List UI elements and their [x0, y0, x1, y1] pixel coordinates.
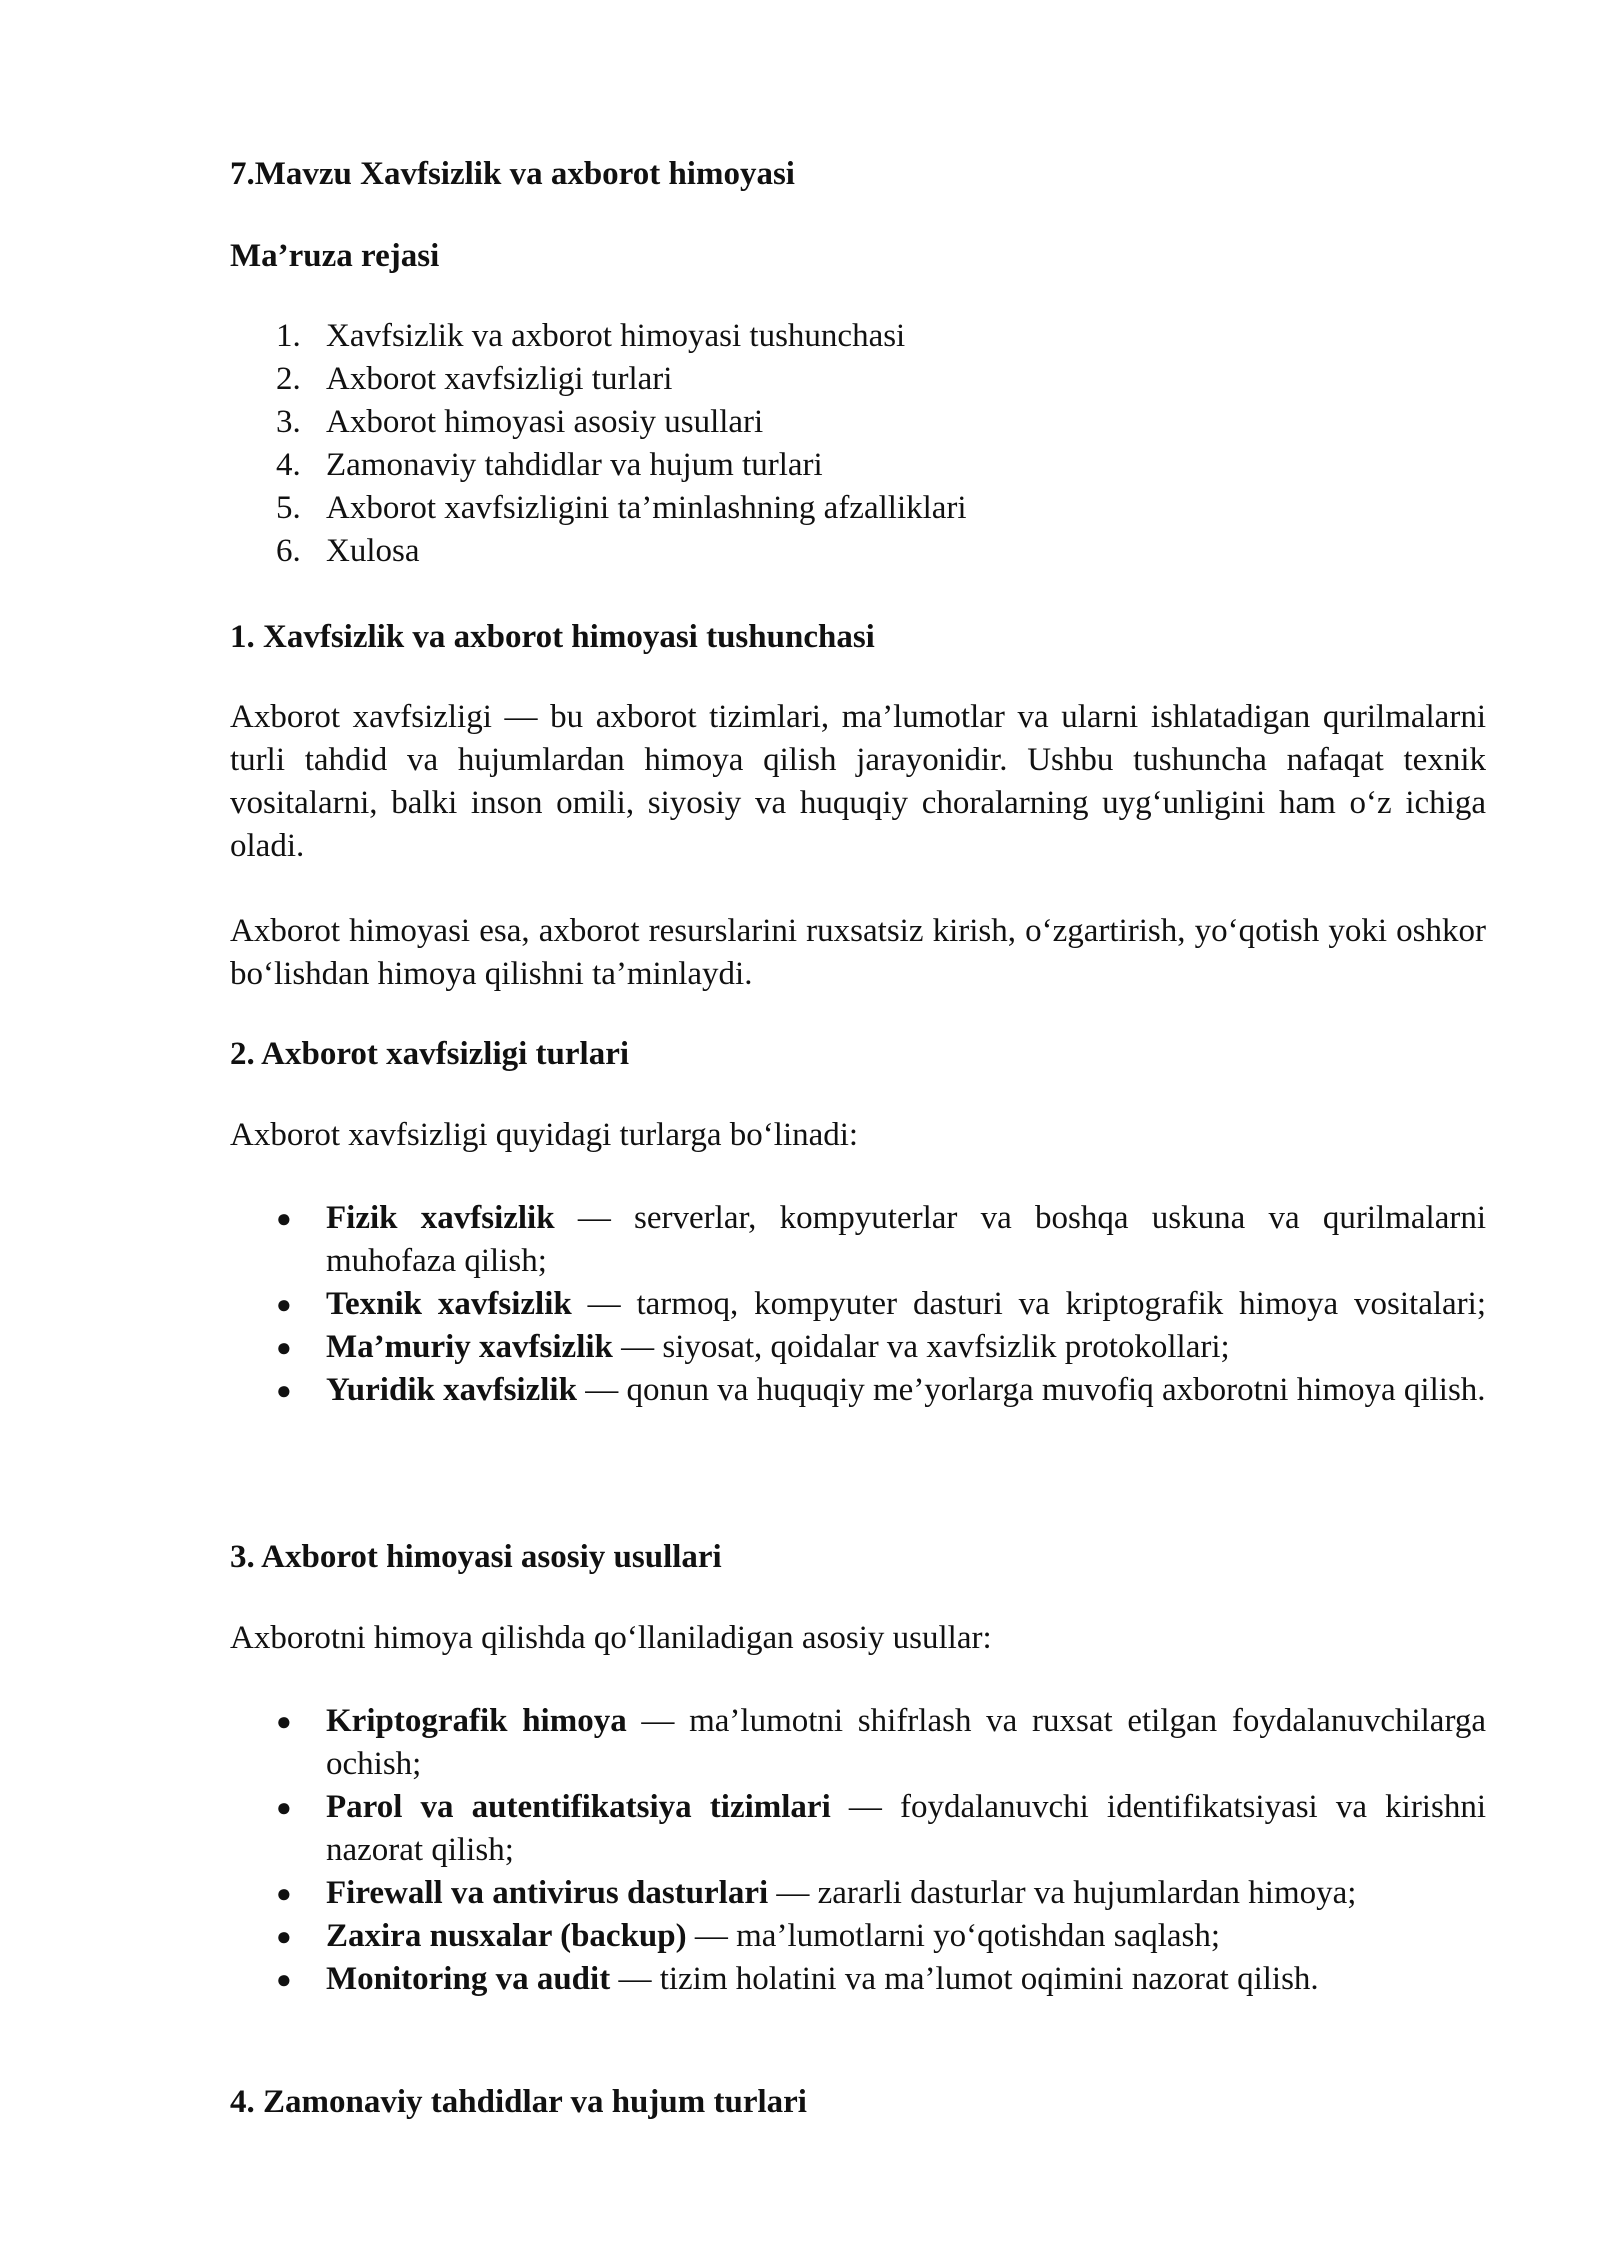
- security-types-list: [230, 1197, 1486, 1412]
- bullet-icon: ●: [276, 1204, 292, 1233]
- plan-item-text: Axborot xavfsizligi turlari: [326, 361, 673, 397]
- item-description: — foydalanuvchi identifikatsiyasi va kirishni nazorat qilish;: [326, 1789, 1486, 1868]
- plan-item-text: Axborot xavfsizligini ta’minlashning afzalliklari: [326, 490, 967, 526]
- item-description: — serverlar, kompyuterlar va boshqa uskuna va qurilmalarni muhofaza qilish;: [326, 1200, 1486, 1279]
- plan-item: [230, 530, 967, 573]
- item-term: Kriptografik himoya: [326, 1703, 627, 1739]
- list-item: [230, 1915, 1486, 1958]
- list-item: [230, 1958, 1486, 2001]
- plan-item-number: 4.: [276, 447, 301, 483]
- bullet-icon: ●: [276, 1793, 292, 1822]
- plan-item-number: 6.: [276, 533, 301, 569]
- section-2-heading: 2. Axborot xavfsizligi turlari: [230, 1036, 630, 1072]
- item-description: — zararli dasturlar va hujumlardan himoya;: [768, 1875, 1357, 1911]
- plan-item: [230, 487, 967, 530]
- section-4-heading: 4. Zamonaviy tahdidlar va hujum turlari: [230, 2084, 807, 2120]
- list-item: [230, 1700, 1486, 1786]
- plan-item-text: Zamonaviy tahdidlar va hujum turlari: [326, 447, 823, 483]
- item-term: Zaxira nusxalar (backup): [326, 1918, 687, 1954]
- item-description: — ma’lumotni shifrlash va ruxsat etilgan foydalanuvchilarga ochish;: [326, 1703, 1486, 1782]
- bullet-icon: ●: [276, 1376, 292, 1405]
- section-3-intro: Axborotni himoya qilishda qo‘llaniladigan asosiy usullar:: [230, 1620, 992, 1656]
- item-term: Texnik xavfsizlik: [326, 1286, 572, 1322]
- list-item: [230, 1786, 1486, 1872]
- bullet-icon: ●: [276, 1290, 292, 1319]
- plan-item-text: Axborot himoyasi asosiy usullari: [326, 404, 764, 440]
- list-item: [230, 1872, 1486, 1915]
- protection-methods-list: [230, 1700, 1486, 2001]
- item-term: Monitoring va audit: [326, 1961, 611, 1997]
- plan-item-number: 1.: [276, 318, 301, 354]
- section-1-paragraph-1: Axborot xavfsizligi — bu axborot tizimlari, ma’lumotlar va ularni ishlatadigan qurilmalarni turli tahdid va hujumlardan himoya qilish jarayonidir. Ushbu tushuncha nafaqat texnik vositalarni, balki inson omili, siyosiy va huquqiy choralarning uyg‘unligini ham o‘z ichiga oladi.: [230, 699, 1486, 864]
- item-description: — qonun va huquqiy me’yorlarga muvofiq axborotni himoya qilish.: [576, 1372, 1486, 1408]
- plan-item: [230, 315, 967, 358]
- plan-heading: Ma’ruza rejasi: [230, 238, 440, 274]
- item-term: Fizik xavfsizlik: [326, 1200, 555, 1236]
- item-term: Ma’muriy xavfsizlik: [326, 1329, 613, 1365]
- plan-item: [230, 401, 967, 444]
- plan-item-number: 2.: [276, 361, 301, 397]
- document-title: 7.Mavzu Xavfsizlik va axborot himoyasi: [230, 156, 795, 192]
- plan-item: [230, 358, 967, 401]
- plan-item-number: 3.: [276, 404, 301, 440]
- plan-item-text: Xavfsizlik va axborot himoyasi tushunchasi: [326, 318, 906, 354]
- list-item: [230, 1326, 1486, 1369]
- item-description: — tarmoq, kompyuter dasturi va kriptografik himoya vositalari;: [571, 1286, 1487, 1322]
- bullet-icon: ●: [276, 1333, 292, 1362]
- item-term: Firewall va antivirus dasturlari: [326, 1875, 769, 1911]
- list-item: [230, 1283, 1486, 1326]
- bullet-icon: ●: [276, 1879, 292, 1908]
- item-description: — tizim holatini va ma’lumot oqimini nazorat qilish.: [610, 1961, 1319, 1997]
- list-item: [230, 1197, 1486, 1283]
- section-2-intro: Axborot xavfsizligi quyidagi turlarga bo‘linadi:: [230, 1117, 859, 1153]
- item-description: — siyosat, qoidalar va xavfsizlik protokollari;: [612, 1329, 1230, 1365]
- bullet-icon: ●: [276, 1707, 292, 1736]
- plan-item: [230, 444, 967, 487]
- plan-item-number: 5.: [276, 490, 301, 526]
- bullet-icon: ●: [276, 1922, 292, 1951]
- bullet-icon: ●: [276, 1965, 292, 1994]
- item-term: Parol va autentifikatsiya tizimlari: [326, 1789, 831, 1825]
- plan-list: [230, 315, 967, 573]
- item-term: Yuridik xavfsizlik: [326, 1372, 577, 1408]
- section-3-heading: 3. Axborot himoyasi asosiy usullari: [230, 1539, 722, 1575]
- item-description: — ma’lumotlarni yo‘qotishdan saqlash;: [686, 1918, 1221, 1954]
- section-1-paragraph-2: Axborot himoyasi esa, axborot resurslarini ruxsatsiz kirish, o‘zgartirish, yo‘qotish yoki oshkor bo‘lishdan himoya qilishni ta’minlaydi.: [230, 913, 1486, 992]
- list-item: [230, 1369, 1486, 1412]
- section-1-heading: 1. Xavfsizlik va axborot himoyasi tushunchasi: [230, 619, 875, 655]
- plan-item-text: Xulosa: [326, 533, 420, 569]
